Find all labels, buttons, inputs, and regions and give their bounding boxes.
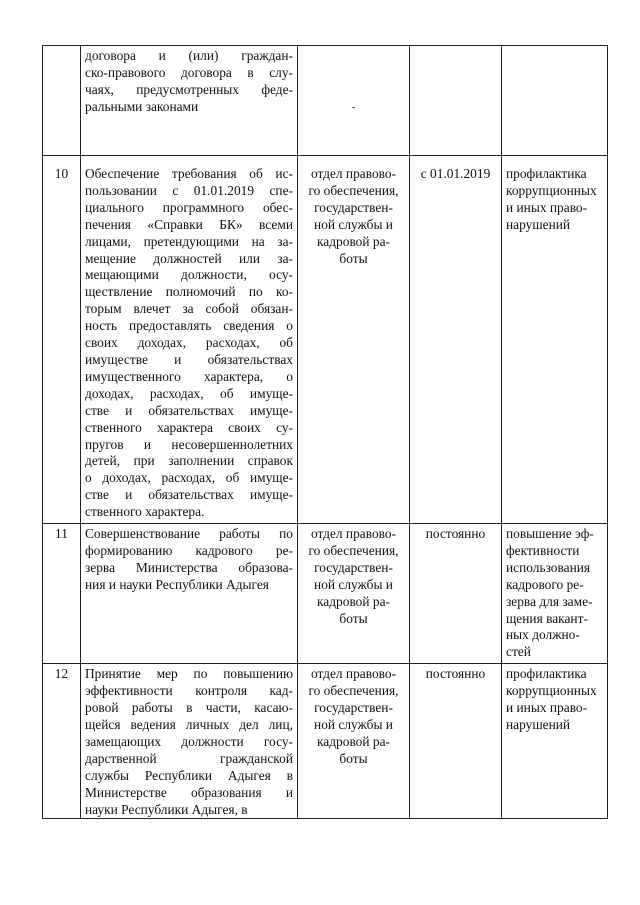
text-line: имущественного характера, о	[85, 368, 293, 384]
text-line: стве и обязательствах имуще-	[85, 487, 293, 503]
text-line: ной службы и	[314, 576, 393, 592]
table-row	[43, 46, 608, 156]
text-line: договора и (или) граждан-	[85, 48, 293, 63]
row-number: 12	[43, 664, 81, 819]
text-line: ственного характера своих су-	[85, 419, 293, 435]
table-row	[43, 156, 608, 524]
text-line: коррупционных	[506, 182, 597, 198]
responsible-department	[298, 664, 410, 819]
text-line: о доходах, расходах, об имуще-	[85, 470, 293, 486]
text-line: замещающих должности госу-	[85, 733, 293, 749]
text-line: отдел правово-	[310, 666, 397, 682]
text-line: кадрового ре-	[506, 576, 584, 592]
text-line: зерва для заме-	[506, 593, 593, 609]
expected-result	[502, 156, 608, 524]
responsible-department	[298, 524, 410, 664]
text-line: стей	[506, 644, 531, 660]
text-line: дарственной гражданской	[85, 750, 293, 766]
text-line: чаях, предусмотренных феде-	[85, 81, 293, 97]
text-line: доходах, расходах, об имуще-	[85, 385, 293, 401]
table-row	[43, 664, 608, 819]
text-line: нарушений	[506, 216, 571, 232]
text-line: ральными законами	[85, 98, 199, 114]
text-line: имуществе и обязательствах	[85, 351, 293, 367]
text-line: ровой работы в части, касаю-	[85, 700, 293, 716]
text-line: науки Республики Адыгея, в	[85, 801, 248, 817]
text-line: эффективности контроля кад-	[85, 683, 293, 699]
text-line: формированию кадрового ре-	[85, 542, 293, 558]
text-line: щейся ведения личных дел лиц,	[85, 717, 293, 732]
text-line: Обеспечение требования об ис-	[85, 166, 293, 181]
text-line: Принятие мер по повышению	[85, 666, 293, 682]
text-line: торым влечет за собой обязан-	[85, 301, 293, 317]
text-line: ность предоставлять сведения о	[85, 318, 293, 334]
text-line: мещающими должности, осу-	[85, 267, 293, 283]
deadline: постоянно	[410, 524, 502, 664]
text-line: ной службы и	[314, 717, 393, 732]
text-line: своих доходах, расходах, об	[85, 335, 293, 351]
text-line: кадровой ра-	[317, 593, 390, 609]
row-number	[43, 46, 81, 156]
text-line: ных должно-	[506, 627, 580, 643]
deadline: постоянно	[410, 664, 502, 819]
text-line: кадровой ра-	[317, 233, 390, 249]
text-line: лицами, претендующими на за-	[85, 233, 293, 249]
deadline: с 01.01.2019	[410, 156, 502, 524]
text-line: пругов и несовершеннолетних	[85, 436, 293, 452]
text-line: циального программного обес-	[85, 199, 293, 215]
measures-table	[42, 45, 608, 819]
text-line: ственного характера.	[85, 504, 205, 520]
text-line: пользовании с 01.01.2019 спе-	[85, 182, 293, 198]
deadline	[410, 46, 502, 156]
table-row	[43, 524, 608, 664]
text-line: го обеспечения,	[308, 683, 399, 699]
row-number: 10	[43, 156, 81, 524]
text-line: ществление полномочий по ко-	[85, 284, 293, 300]
text-line: фективности	[506, 542, 580, 558]
expected-result	[502, 524, 608, 664]
text-line: боты	[339, 610, 368, 626]
text-line: щения вакант-	[506, 610, 588, 626]
table-body	[43, 46, 608, 819]
responsible-department	[298, 156, 410, 524]
text-line: ско-правового договора в слу-	[85, 64, 293, 80]
text-line: ния и науки Республики Адыгея	[85, 576, 269, 592]
text-line: го обеспечения,	[308, 542, 399, 558]
text-line: боты	[339, 250, 368, 266]
text-line: мещение должностей или за-	[85, 250, 293, 266]
row-number: 11	[43, 524, 81, 664]
text-line: государствен-	[314, 700, 393, 716]
text-line: кадровой ра-	[317, 733, 390, 749]
text-line: го обеспечения,	[308, 182, 399, 198]
text-line: службы Республики Адыгея в	[85, 767, 293, 783]
text-line: детей, при заполнении справок	[85, 453, 293, 469]
expected-result	[502, 46, 608, 156]
text-line: нарушений	[506, 717, 571, 732]
measure-description	[81, 524, 298, 664]
text-line: государствен-	[314, 559, 393, 575]
text-line: и иных право-	[506, 199, 588, 215]
measure-description	[81, 664, 298, 819]
text-line: профилактика	[506, 166, 587, 181]
text-line: зерва Министерства образова-	[85, 559, 293, 575]
text-line: Совершенствование работы по	[85, 526, 293, 542]
text-line: профилактика	[506, 666, 587, 682]
text-line: и иных право-	[506, 700, 588, 716]
text-line: повышение эф-	[506, 526, 594, 542]
text-line: отдел правово-	[310, 166, 397, 181]
text-line: государствен-	[314, 199, 393, 215]
text-line: использования	[506, 559, 591, 575]
text-line: печения «Справки БК» всеми	[85, 216, 293, 232]
measure-description	[81, 46, 298, 156]
expected-result	[502, 664, 608, 819]
text-line: коррупционных	[506, 683, 597, 699]
text-line: стве и обязательствах имуще-	[85, 402, 293, 418]
measure-description	[81, 156, 298, 524]
scan-mark: -	[351, 102, 356, 113]
text-line: Министерстве образования и	[85, 784, 293, 800]
responsible-department	[298, 46, 410, 156]
text-line: боты	[339, 750, 368, 766]
text-line: ной службы и	[314, 216, 393, 232]
text-line: отдел правово-	[310, 526, 397, 542]
